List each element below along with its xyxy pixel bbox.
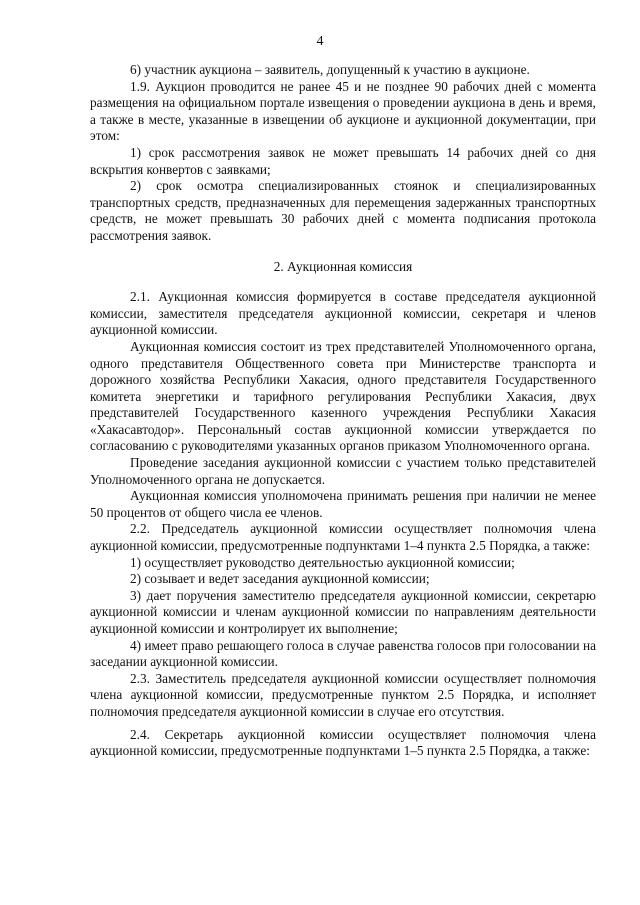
paragraph: 2.3. Заместитель председателя аукционной комиссии осуществляет полномочия члена аукционной комиссии, предусмотренные пунктом 2.5 Порядка, и исполняет полномочия председателя аукционной комиссии в случае его отсутствия. [90,670,596,719]
paragraph: 2.1. Аукционная комиссия формируется в составе председателя аукционной комиссии, заместителя председателя аукционной комиссии, секретаря и членов аукционной комиссии. [90,289,596,338]
list-item: 2) созывает и ведет заседания аукционной комиссии; [130,571,430,587]
paragraph: Аукционная комиссия состоит из трех представителей Уполномоченного органа, одного представителя Общественного совета при Министерстве транспорта и дорожного хозяйства Республики Хакасия, одного представителя Государственного комитета энергетики и тарифного регулирования Республики Хакасия, двух представителей Государственного казенного учреждения Республики Хакасия «Хакасавтодор». Персональный состав аукционной комиссии утверждается по согласованию с руководителями указанных органов приказом Уполномоченного органа. [90,338,596,454]
list-item: 3) дает поручения заместителю председателя аукционной комиссии, секретарю аукционной комиссии и членам аукционной комиссии по направлениям деятельности аукционной комиссии и контролирует их выполнение; [90,587,596,636]
paragraph: 1) срок рассмотрения заявок не может превышать 14 рабочих дней со дня вскрытия конвертов с заявками; [90,144,596,177]
page-number: 4 [316,34,324,49]
paragraph: 2.4. Секретарь аукционной комиссии осуществляет полномочия члена аукционной комиссии, предусмотренные подпунктами 1–5 пункта 2.5 Порядка, а также: [90,726,596,759]
paragraph: 2.2. Председатель аукционной комиссии осуществляет полномочия члена аукционной комиссии, предусмотренные подпунктами 1–4 пункта 2.5 Порядка, а также: [90,521,596,554]
paragraph: 1.9. Аукцион проводится не ранее 45 и не позднее 90 рабочих дней с момента размещения на официальном портале извещения о проведении аукциона в день и время, а также в месте, указанные в извещении об аукционе и аукционной документации, при этом: [90,78,596,144]
section-heading: 2. Аукционная комиссия [273,258,413,274]
list-item: 1) осуществляет руководство деятельностью аукционной комиссии; [130,554,515,570]
paragraph: 6) участник аукциона – заявитель, допущенный к участию в аукционе. [130,62,530,77]
list-item: 4) имеет право решающего голоса в случае равенства голосов при голосовании на заседании аукционной комиссии. [90,637,596,670]
document-body [90,62,596,760]
paragraph: Аукционная комиссия уполномочена принимать решения при наличии не менее 50 процентов от общего числа ее членов. [90,488,596,520]
paragraph: 2) срок осмотра специализированных стоянок и специализированных транспортных средств, предназначенных для перемещения задержанных транспортных средств, не может превышать 30 рабочих дней с момента подписания протокола рассмотрения заявок. [90,178,596,243]
paragraph: Проведение заседания аукционной комиссии с участием только представителей Уполномоченного органа не допускается. [90,455,596,487]
